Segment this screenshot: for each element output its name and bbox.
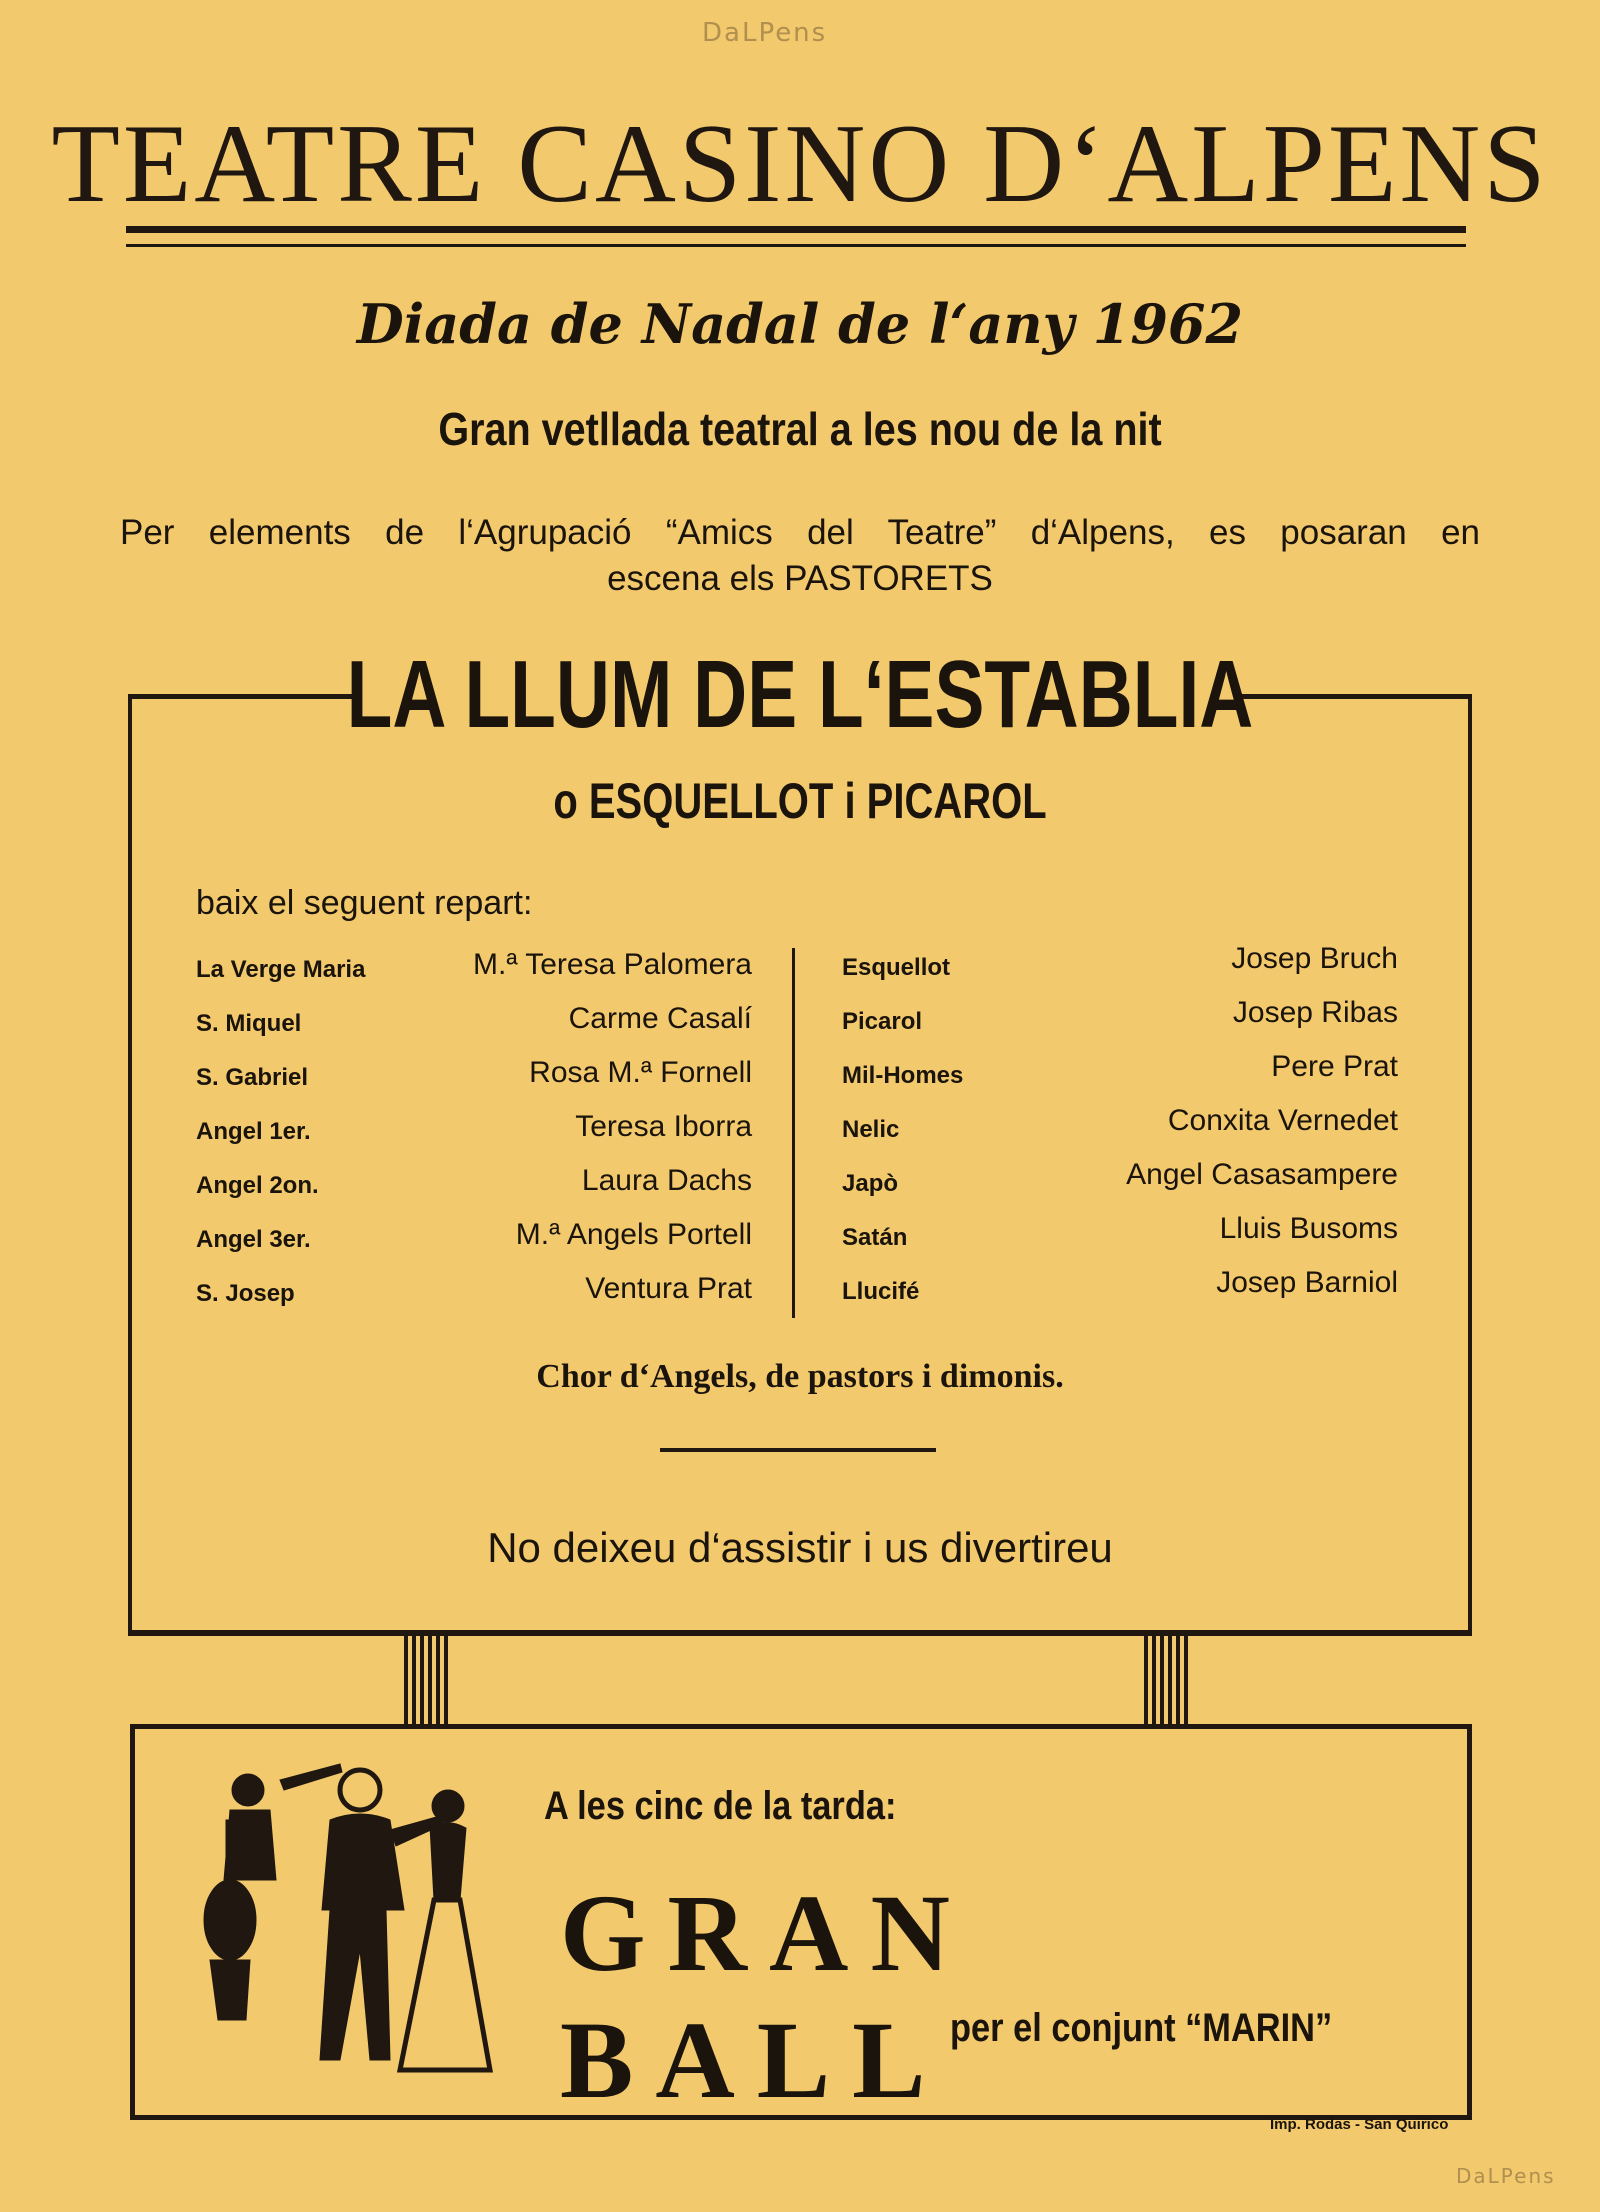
actor-name: Conxita Vernedet [1167, 1104, 1398, 1137]
play-subtitle: o ESQUELLOT i PICAROL [553, 773, 1047, 829]
role-name: Angel 3er. [196, 1226, 311, 1253]
cast-row [196, 1056, 752, 1110]
cast-row [196, 1272, 752, 1326]
role-name: Mil-Homes [842, 1062, 964, 1089]
title-rule-thin [126, 244, 1466, 247]
cast-row [842, 1212, 1398, 1266]
role-name: S. Gabriel [196, 1064, 309, 1091]
actor-name: Ventura Prat [585, 1272, 752, 1305]
intro-text [120, 510, 1480, 602]
play-title: LA LLUM DE L‘ESTABLIA [346, 641, 1254, 748]
cast-row [196, 1002, 752, 1056]
actor-name: Laura Dachs [581, 1164, 752, 1197]
printer-credit: Imp. Rodas - San Quirico [1270, 2116, 1449, 2133]
cast-list-left [196, 948, 752, 1326]
cast-row [196, 1110, 752, 1164]
intro-line-2: escena els PASTORETS [607, 559, 993, 598]
dance-time: A les cinc de la tarda: [544, 1784, 897, 1828]
actor-name: Josep Barniol [1216, 1266, 1398, 1299]
event-date-line: Diada de Nadal de l‘any 1962 [356, 292, 1244, 356]
actor-name: Carme Casalí [568, 1002, 752, 1035]
actor-name: Teresa Iborra [575, 1110, 752, 1143]
dancers-svg [190, 1760, 500, 2090]
connector-left [404, 1636, 450, 1728]
gala-line: Gran vetllada teatral a les nou de la nit [438, 403, 1162, 455]
band-line: per el conjunt “MARIN” [950, 2006, 1333, 2050]
role-name: S. Miquel [196, 1010, 302, 1037]
watermark-top: DaLPens [702, 18, 828, 48]
actor-name: Pere Prat [1271, 1050, 1398, 1083]
actor-name: M.ª Angels Portell [515, 1218, 752, 1251]
watermark-bottom: DaLPens [1456, 2164, 1556, 2188]
title-rule-thick [126, 226, 1466, 233]
role-name: Angel 2on. [196, 1172, 319, 1199]
cast-column-divider [792, 948, 795, 1318]
role-name: Satán [842, 1224, 908, 1251]
role-name: S. Josep [196, 1280, 295, 1307]
role-name: Nelic [842, 1116, 900, 1143]
cast-row [842, 1050, 1398, 1104]
actor-name: Josep Bruch [1231, 942, 1398, 975]
actor-name: Angel Casasampere [1126, 1158, 1398, 1191]
actor-name: Rosa M.ª Fornell [529, 1056, 752, 1089]
cast-row [842, 996, 1398, 1050]
dance-name: GRAN BALL [560, 1872, 972, 2121]
role-name: Esquellot [842, 954, 951, 981]
cast-row [196, 1218, 752, 1272]
cast-list-right [842, 942, 1398, 1320]
cast-row [842, 1266, 1398, 1320]
actor-name: Josep Ribas [1232, 996, 1398, 1029]
theatre-title: TEATRE CASINO D‘ALPENS [51, 102, 1549, 226]
cast-row [842, 1104, 1398, 1158]
actor-name: M.ª Teresa Palomera [473, 948, 752, 981]
role-name: Angel 1er. [196, 1118, 311, 1145]
intro-line-1: Per elements de l‘Agrupació “Amics del Teatre” d‘Alpens, es posaran en [120, 513, 1480, 552]
cast-row [196, 948, 752, 1002]
role-name: Japò [842, 1170, 899, 1197]
role-name: La Verge Maria [196, 956, 366, 983]
dancers-illustration [190, 1760, 500, 2095]
cast-row [842, 942, 1398, 996]
cast-row [196, 1164, 752, 1218]
role-name: Llucifé [842, 1278, 920, 1305]
cast-intro: baix el seguent repart: [196, 884, 533, 922]
connector-right [1144, 1636, 1190, 1728]
chorus-underline [660, 1448, 936, 1452]
role-name: Picarol [842, 1008, 923, 1035]
cast-row [842, 1158, 1398, 1212]
closing-line: No deixeu d‘assistir i us divertireu [487, 1524, 1113, 1571]
chorus-line: Chor d‘Angels, de pastors i dimonis. [536, 1358, 1064, 1395]
actor-name: Lluis Busoms [1219, 1212, 1398, 1245]
